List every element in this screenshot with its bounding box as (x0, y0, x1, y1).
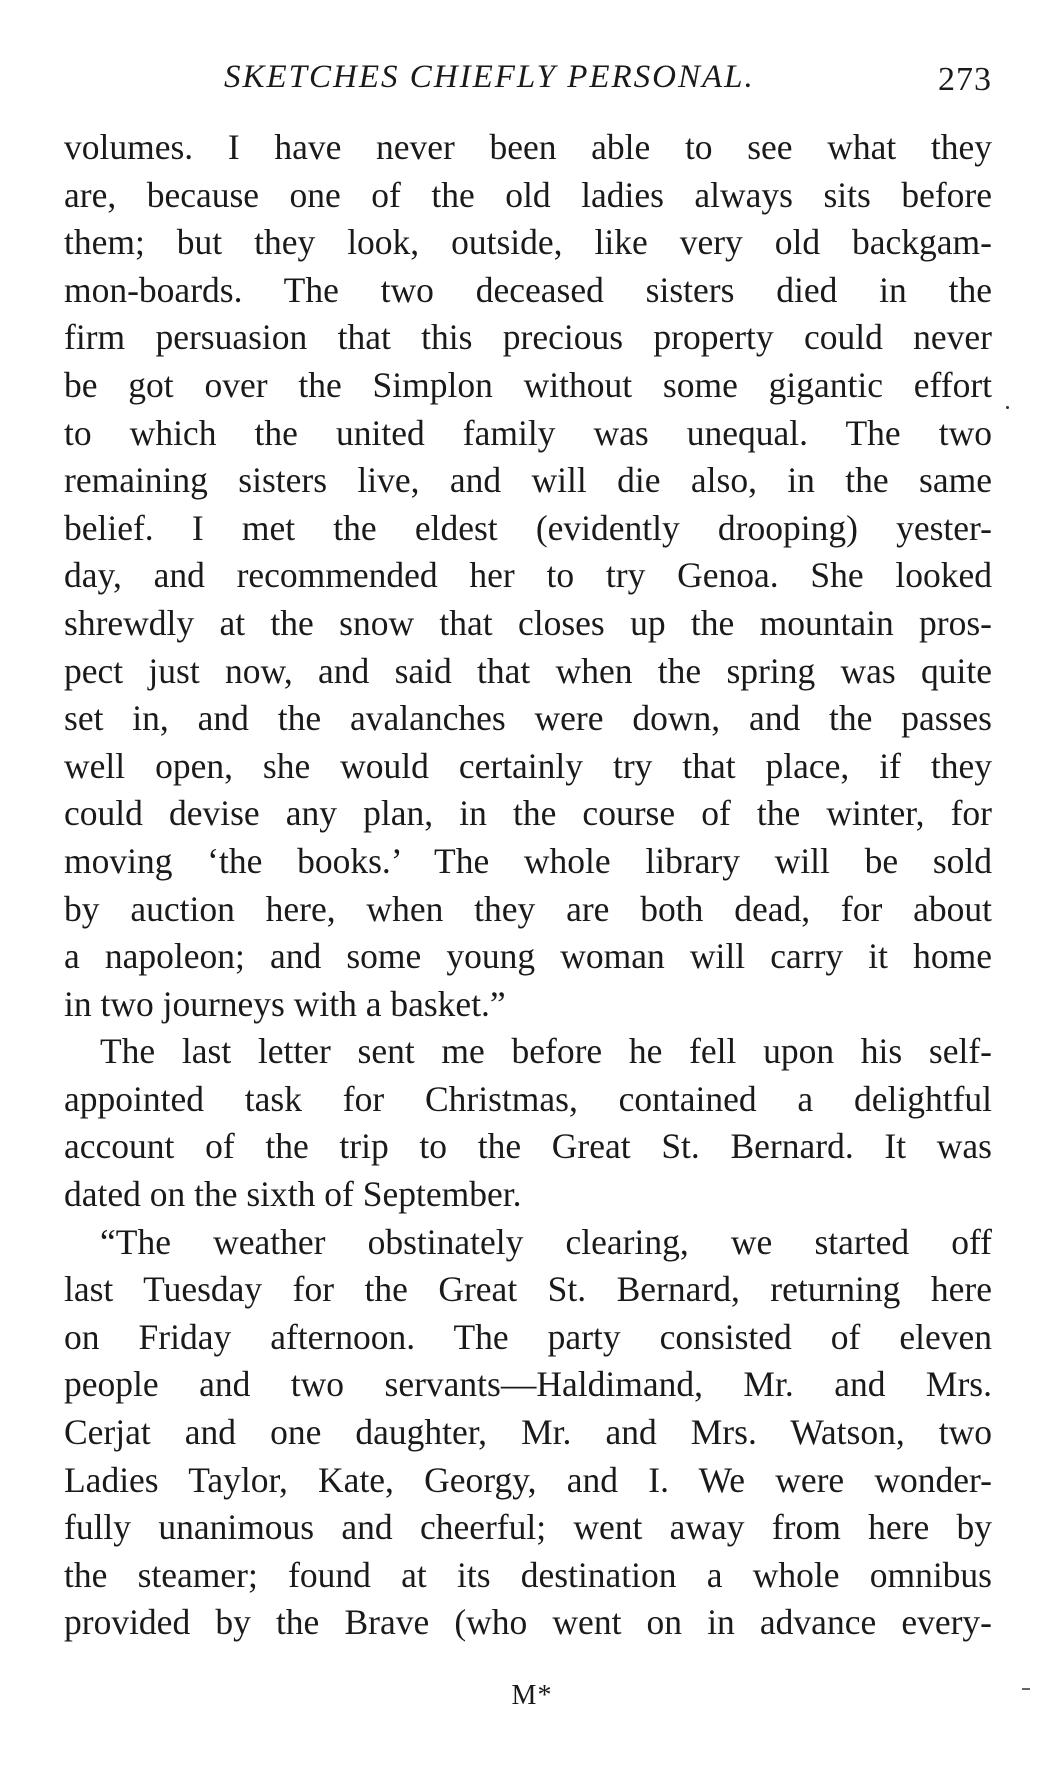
text-line: on Friday afternoon. The party consisted of eleven (64, 1316, 992, 1357)
text-line: “The weather obstinately clearing, we started off (100, 1221, 992, 1262)
text-line: fully unanimous and cheerful; went away from here by (64, 1507, 992, 1548)
text-line: last Tuesday for the Great St. Bernard, returning here (64, 1269, 992, 1310)
text-line: a napoleon; and some young woman will carry it home (64, 936, 992, 977)
text-line: by auction here, when they are both dead, for about (64, 888, 992, 929)
text-line: day, and recommended her to try Genoa. She looked (64, 555, 992, 596)
text-line: in two journeys with a basket.” (64, 983, 506, 1024)
text-line: well open, she would certainly try that place, if they (64, 745, 992, 786)
text-line: Cerjat and one daughter, Mr. and Mrs. Watson, two (64, 1412, 992, 1453)
print-speck (1006, 406, 1009, 409)
text-line: are, because one of the old ladies always sits before (64, 174, 992, 215)
text-line: The last letter sent me before he fell upon his self- (100, 1031, 992, 1072)
body-text (64, 124, 992, 1647)
text-line: people and two servants—Haldimand, Mr. and Mrs. (64, 1364, 992, 1405)
signature-mark: M* (511, 1680, 553, 1711)
running-title: SKETCHES CHIEFLY PERSONAL. (224, 59, 755, 95)
print-speck (1022, 1688, 1030, 1690)
text-line: could devise any plan, in the course of the winter, for (64, 793, 992, 834)
page-number: 273 (938, 61, 992, 98)
text-line: remaining sisters live, and will die also, in the same (64, 460, 992, 501)
running-head (64, 55, 992, 105)
text-line: to which the united family was unequal. The two (64, 412, 992, 453)
text-line: be got over the Simplon without some gigantic effort (64, 364, 992, 405)
text-line: shrewdly at the snow that closes up the mountain pros- (64, 602, 992, 643)
text-line: volumes. I have never been able to see what they (64, 127, 992, 167)
text-line: belief. I met the eldest (evidently drooping) yester- (64, 507, 992, 548)
text-line: the steamer; found at its destination a whole omnibus (64, 1554, 992, 1595)
text-line: account of the trip to the Great St. Bernard. It was (64, 1126, 992, 1167)
text-line: pect just now, and said that when the spring was quite (64, 650, 992, 691)
text-line: Ladies Taylor, Kate, Georgy, and I. We were wonder- (64, 1459, 992, 1500)
text-line: set in, and the avalanches were down, and the passes (64, 698, 992, 739)
text-line: dated on the sixth of September. (64, 1174, 522, 1215)
text-line: them; but they look, outside, like very old backgam- (64, 222, 992, 263)
text-line: provided by the Brave (who went on in advance every- (64, 1602, 992, 1643)
text-line: moving ‘the books.’ The whole library will be sold (64, 840, 992, 881)
text-line: appointed task for Christmas, contained a delightful (64, 1078, 992, 1119)
text-line: mon-boards. The two deceased sisters died in the (64, 269, 992, 310)
text-line: firm persuasion that this precious property could never (64, 317, 992, 358)
